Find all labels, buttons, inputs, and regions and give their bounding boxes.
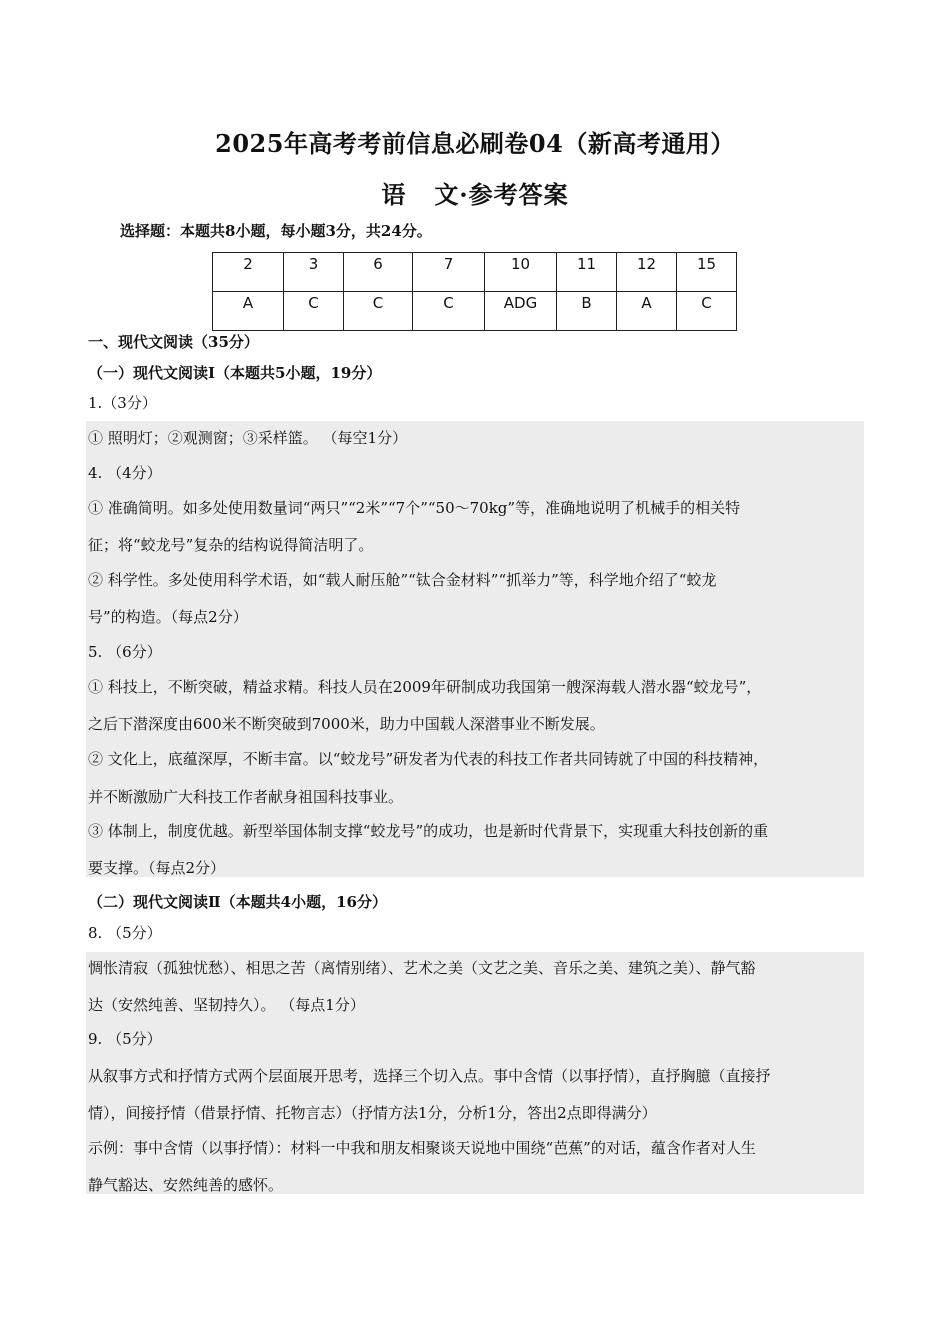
answer-cell: C xyxy=(413,292,485,331)
shaded-block-part1 xyxy=(86,421,864,877)
q4-line: 征；将“蛟龙号”复杂的结构说得简洁明了。 xyxy=(88,536,374,554)
q4-line: ① 准确简明。如多处使用数量词“两只”“2米”“7个”“50～70kg”等，准确地说明了机械手的相关特 xyxy=(88,499,741,517)
question-cell: 2 xyxy=(213,253,284,292)
q9-label: 9. （5分） xyxy=(88,1030,162,1048)
part2-heading: （二）现代文阅读Ⅱ（本题共4小题，16分） xyxy=(88,893,387,911)
q8-label: 8. （5分） xyxy=(88,924,162,942)
q5-line: 要支撑。（每点2分） xyxy=(88,859,226,877)
section-heading: 一、现代文阅读（35分） xyxy=(88,333,259,351)
part1-heading: （一）现代文阅读Ⅰ（本题共5小题，19分） xyxy=(88,364,382,382)
question-cell: 15 xyxy=(677,253,737,292)
q9-line: 从叙事方式和抒情方式两个层面展开思考，选择三个切入点。事中含情（以事抒情），直抒胸臆（直接抒 xyxy=(88,1067,771,1085)
answer-cell: C xyxy=(284,292,344,331)
q9-line: 静气豁达、安然纯善的感怀。 xyxy=(88,1176,284,1194)
page-subtitle xyxy=(0,175,950,210)
q9-line: 情），间接抒情（借景抒情、托物言志）（抒情方法1分，分析1分，答出2点即得满分） xyxy=(88,1104,657,1122)
q5-label: 5. （6分） xyxy=(88,643,162,661)
answer-cell: A xyxy=(617,292,677,331)
q5-line: ① 科技上，不断突破，精益求精。科技人员在2009年研制成功我国第一艘深海载人潜水器“蛟龙号”， xyxy=(88,678,762,696)
question-cell: 7 xyxy=(413,253,485,292)
q8-line: 惆怅清寂（孤独忧愁）、相思之苦（离情别绪）、艺术之美（文艺之美、音乐之美、建筑之美）、静气豁 xyxy=(88,959,756,977)
q5-line: 并不断激励广大科技工作者献身祖国科技事业。 xyxy=(88,788,404,806)
q9-line: 示例：事中含情（以事抒情）：材料一中我和朋友相聚谈天说地中围绕“芭蕉”的对话，蕴含作者对人生 xyxy=(88,1139,756,1157)
answer-table-question-row xyxy=(213,253,737,292)
answer-table xyxy=(212,252,737,331)
answer-cell: ADG xyxy=(485,292,557,331)
question-cell: 3 xyxy=(284,253,344,292)
choice-intro: 选择题：本题共8小题，每小题3分，共24分。 xyxy=(120,222,432,240)
answer-cell: C xyxy=(344,292,413,331)
subtitle-left: 语 xyxy=(381,180,407,209)
answer-cell: C xyxy=(677,292,737,331)
question-cell: 6 xyxy=(344,253,413,292)
question-cell: 10 xyxy=(485,253,557,292)
question-cell: 11 xyxy=(557,253,617,292)
q4-line: 号”的构造。（每点2分） xyxy=(88,608,248,626)
question-cell: 12 xyxy=(617,253,677,292)
page-title: 2025年高考考前信息必刷卷04（新高考通用） xyxy=(215,129,735,158)
q4-label: 4. （4分） xyxy=(88,464,162,482)
subtitle-right: 文·参考答案 xyxy=(434,180,569,209)
q1-label: 1.（3分） xyxy=(88,394,157,412)
answer-table-answer-row xyxy=(213,292,737,331)
q5-line: ② 文化上，底蕴深厚，不断丰富。以“蛟龙号”研发者为代表的科技工作者共同铸就了中国的科技精神， xyxy=(88,750,769,768)
answer-cell: A xyxy=(213,292,284,331)
q4-line: ② 科学性。多处使用科学术语，如“载人耐压舱”“钛合金材料”“抓举力”等，科学地介绍了“蛟龙 xyxy=(88,571,717,589)
q8-line: 达（安然纯善、坚韧持久）。 （每点1分） xyxy=(88,996,365,1014)
answer-cell: B xyxy=(557,292,617,331)
q5-line: ③ 体制上，制度优越。新型举国体制支撑“蛟龙号”的成功，也是新时代背景下，实现重大科技创新的重 xyxy=(88,822,769,840)
q1-answer: ① 照明灯；②观测窗；③采样篮。 （每空1分） xyxy=(88,429,408,447)
q5-line: 之后下潜深度由600米不断突破到7000米，助力中国载人深潜事业不断发展。 xyxy=(88,715,605,733)
